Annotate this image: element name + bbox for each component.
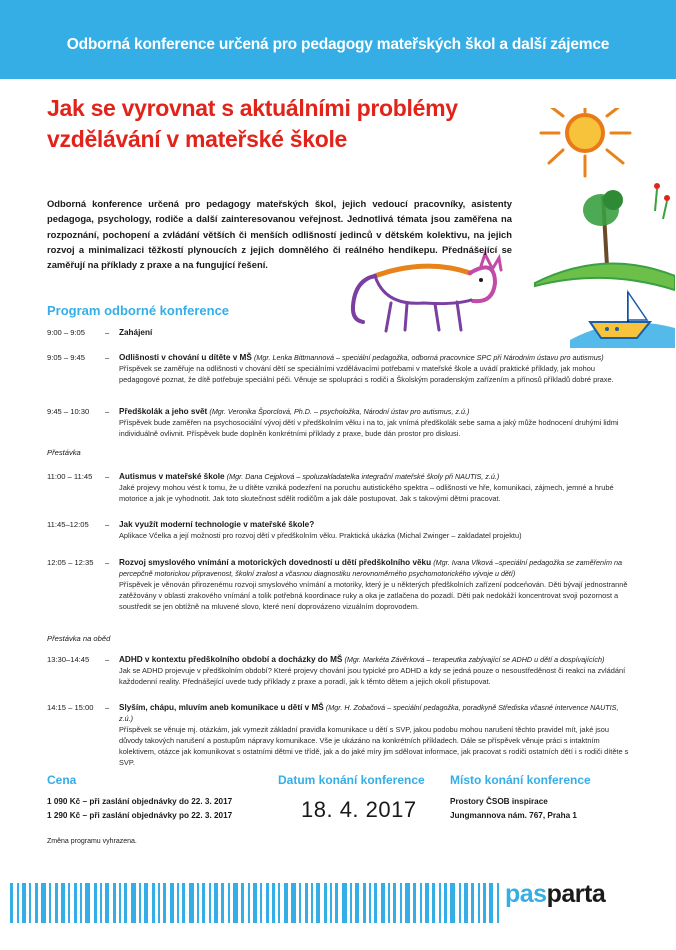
barcode-stripe	[355, 883, 359, 923]
barcode-stripe	[400, 883, 402, 923]
schedule-title: ADHD v kontextu předškolního období a docházky do MŠ	[119, 655, 343, 664]
schedule-description: Jaké projevy mohou vést k tomu, že u dítěte vzniká podezření na poruchu autistického spektra – odlišnosti ve hře, komunikaci, zájmech, jemné a hrubé motorice a jak je vyhodnotit. Jak toto skutečnost sdělit rodičům a jak dále postupovat. Jak s takovými dětmi pracovat.	[119, 483, 614, 503]
venue-line-1: Prostory ČSOB inspirace	[450, 797, 548, 806]
barcode-stripe	[209, 883, 211, 923]
barcode-stripe	[202, 883, 205, 923]
barcode-stripe	[311, 883, 313, 923]
pasparta-logo	[505, 880, 605, 909]
logo-part2: parta	[546, 880, 606, 908]
schedule-time: 14:15 – 15:00	[47, 703, 94, 712]
break-label-1: Přestávka	[47, 448, 81, 457]
schedule-time: 9:45 – 10:30	[47, 407, 90, 416]
barcode-stripe	[189, 883, 194, 923]
flowers-icon	[654, 183, 670, 219]
barcode-stripe	[497, 883, 499, 923]
barcode-stripe	[131, 883, 136, 923]
barcode-stripe	[35, 883, 38, 923]
schedule-dash: –	[105, 407, 110, 416]
barcode-stripe	[425, 883, 429, 923]
barcode-stripe	[22, 883, 26, 923]
schedule-title: Jak využít moderní technologie v mateřské škole?	[119, 520, 315, 529]
schedule-title: Odlišnosti v chování u dítěte v MŠ	[119, 353, 252, 362]
barcode-stripe	[214, 883, 218, 923]
barcode-stripe	[278, 883, 280, 923]
barcode-stripe	[489, 883, 493, 923]
barcode-stripe	[393, 883, 396, 923]
schedule-dash: –	[105, 655, 110, 664]
barcode-stripe	[363, 883, 366, 923]
barcode-stripe	[10, 883, 13, 923]
barcode-stripe	[94, 883, 97, 923]
barcode-stripe	[266, 883, 269, 923]
schedule-description: Jak se ADHD projevuje v předškolním období? Které projevy chování jsou typické pro ADHD a kdy se jedná pouze o nesoustředěnost či reakci na zvládání každodenní reality. Přednášející uvede tudy příklady z praxe a poradí, jak k těmto dětem a jejich okolí přistupovat.	[119, 666, 626, 686]
sun-icon	[541, 108, 630, 176]
barcode-stripe	[405, 883, 410, 923]
schedule-content	[119, 654, 632, 687]
page-title-line1: Jak se vyrovnat s aktuálními problémy	[47, 95, 458, 121]
barcode-stripe	[381, 883, 385, 923]
barcode-stripe	[119, 883, 121, 923]
barcode-stripe	[369, 883, 371, 923]
barcode-stripe	[124, 883, 127, 923]
schedule-time: 9:00 – 9:05	[47, 328, 86, 337]
schedule-title: Předškolák a jeho svět	[119, 407, 208, 416]
barcode-stripe	[61, 883, 65, 923]
schedule-time: 11:45–12:05	[47, 520, 89, 529]
barcode-stripe	[324, 883, 327, 923]
schedule-dash: –	[105, 472, 110, 481]
schedule-content	[119, 327, 632, 338]
schedule-speaker: (Mgr. Veronika Šporclová, Ph.D. – psycholožka, Národní ústav pro autismus, z.ú.)	[209, 407, 470, 416]
barcode-stripe	[29, 883, 31, 923]
barcode-stripe	[464, 883, 468, 923]
tree-icon	[583, 190, 623, 266]
barcode-stripe	[305, 883, 308, 923]
schedule-content	[119, 557, 632, 612]
barcode-stripe	[330, 883, 332, 923]
price-line-1: 1 090 Kč – při zaslání objednávky do 22. 3. 2017	[47, 797, 233, 806]
barcode-stripe	[420, 883, 422, 923]
barcode-stripe	[144, 883, 148, 923]
barcode-stripe	[68, 883, 70, 923]
program-heading: Program odborné konference	[47, 303, 230, 318]
barcode-stripe	[163, 883, 166, 923]
barcode-stripe	[80, 883, 82, 923]
barcode-stripe	[444, 883, 447, 923]
schedule-time: 9:05 – 9:45	[47, 353, 86, 362]
barcode-stripe	[105, 883, 109, 923]
venue-heading: Místo konání konference	[450, 773, 591, 787]
barcode-stripe	[471, 883, 474, 923]
barcode-stripe	[241, 883, 244, 923]
barcode-stripe	[152, 883, 155, 923]
schedule-content	[119, 519, 632, 541]
barcode-stripe	[260, 883, 262, 923]
barcode-stripe	[158, 883, 160, 923]
barcode-stripe	[248, 883, 250, 923]
event-date: 18. 4. 2017	[301, 797, 417, 822]
schedule-description: Příspěvek bude zaměřen na psychosociální vývoj dětí v předškolním věku i na to, jak vnímá předškolák sebe sama a jaký může hodnocení druhými lidmi individuálně ovlivnit. Příspěvek bude doplněn konkrétními příklady z praxe, bude dán prostor pro diskusi.	[119, 418, 619, 438]
barcode-stripe	[439, 883, 441, 923]
barcode-stripe	[253, 883, 257, 923]
barcode-stripe	[228, 883, 230, 923]
schedule-content	[119, 352, 632, 385]
schedule-dash: –	[105, 353, 110, 362]
barcode-stripe	[113, 883, 116, 923]
schedule-content	[119, 702, 632, 768]
barcode-stripe	[335, 883, 338, 923]
schedule-title: Rozvoj smyslového vnímání a motorických dovedností u dětí předškolního věku	[119, 558, 432, 567]
barcode-stripe	[41, 883, 46, 923]
barcode-stripe	[272, 883, 275, 923]
schedule-description: Příspěvek je věnován přirozenému rozvoji smyslového vnímání a motoriky, který je u některých předškolních zařízení podceňován. Děti bývají jednostranně zatěžovány v oblasti zrakového vnímání a tolik potřebná koordinace ruky a oka je zatlačena do pozadí. Děti pak nedokáží koncentrovat svoji pozornost a soustředit se jen obtížně na mluvené slovo, které není doprovázeno vizuálním doprovodem.	[119, 580, 628, 611]
intro-paragraph: Odborná konference určená pro pedagogy mateřských škol, jejich vedoucí pracovníky, asistenty pedagoga, psychology, rodiče a další zainteresovanou veřejnost. Jednotlivá témata jsou zaměřena na rozpoznání, pochopení a zvládání větších či menších odlišností jedinců v dětském kolektivu, na jejich rozvoj a minimalizaci těžkostí plynoucích z jejich domnělého či reálného hendikepu. Přednášející se zaměřují na příklady z praxe a na fungující řešení.	[47, 198, 512, 271]
schedule-time: 11:00 – 11:45	[47, 472, 93, 481]
schedule-dash: –	[105, 520, 110, 529]
schedule-speaker: (Mgr. Dana Cejpková – spoluzakladatelka integrační mateřské školy při NAUTIS, z.ú.)	[226, 472, 500, 481]
schedule-description: Aplikace Včelka a její možnosti pro rozvoj dětí v předškolním věku. Praktická ukázka (Michal Zwinger – zakladatel projektu)	[119, 531, 522, 540]
hill-shape	[535, 264, 675, 290]
schedule-speaker: (Mgr. Lenka Bittmannová – speciální pedagožka, odborná pracovnice SPC při Národním ústavu pro autismus)	[253, 353, 604, 362]
barcode-stripe	[374, 883, 377, 923]
barcode-stripe	[450, 883, 455, 923]
barcode-stripe	[49, 883, 51, 923]
barcode-stripe	[17, 883, 19, 923]
schedule-speaker: (Mgr. Ivana Vlková –speciální pedagožka se zaměřením na percepčně motorickou připravenost, školní zralost a včasnou diagnostiku nerovnoměrného psychomotorického vývoje u dětí)	[119, 558, 622, 578]
logo-part1: pas	[505, 880, 547, 908]
schedule-dash: –	[105, 558, 110, 567]
barcode-stripe	[170, 883, 174, 923]
schedule-speaker: (Mgr. H. Zobačová – speciální pedagožka, poradkyně Střediska včasné intervence NAUTIS, z.ú.)	[119, 703, 619, 723]
barcode-stripe	[221, 883, 224, 923]
barcode-stripe	[316, 883, 320, 923]
barcode-stripe	[55, 883, 58, 923]
barcode-stripe	[459, 883, 461, 923]
barcode-stripe	[388, 883, 390, 923]
schedule-description: Příspěvek se zaměřuje na odlišnosti v chování dětí se speciálními vzdělávacími potřebami v mateřské škole a uvádí praktické příklady, jak mohou pedagogové poznat, že dítě potřebuje speciální péči. Věnuje se spolupráci s rodiči a Školským poradenským zařízením a přínosů příkladů dobré praxe.	[119, 364, 614, 384]
schedule-dash: –	[105, 328, 110, 337]
price-line-2: 1 290 Kč – při zaslání objednávky po 22. 3. 2017	[47, 811, 233, 820]
schedule-title: Slyším, chápu, mluvím aneb komunikace u dětí v MŠ	[119, 703, 324, 712]
barcode-stripe	[100, 883, 102, 923]
barcode-stripe	[74, 883, 77, 923]
schedule-content	[119, 406, 632, 439]
price-heading: Cena	[47, 773, 77, 787]
barcode-stripe	[139, 883, 141, 923]
schedule-title: Zahájení	[119, 328, 153, 337]
header-subtitle: Odborná konference určená pro pedagogy mateřských škol a další zájemce	[66, 36, 610, 53]
schedule-time: 13:30–14:45	[47, 655, 90, 664]
schedule-dash: –	[105, 703, 110, 712]
page-title-line2: vzdělávání v mateřské škole	[47, 126, 348, 152]
program-change-note: Změna programu vyhrazena.	[47, 838, 137, 845]
barcode-stripe	[291, 883, 296, 923]
barcode-stripe	[350, 883, 352, 923]
schedule-title: Autismus v mateřské škole	[119, 472, 225, 481]
barcode-stripe	[413, 883, 416, 923]
schedule-time: 12:05 – 12:35	[47, 558, 94, 567]
schedule-content	[119, 471, 632, 504]
barcode-stripe	[197, 883, 199, 923]
barcode-stripe	[177, 883, 179, 923]
barcode-stripe	[284, 883, 288, 923]
barcode-stripe	[299, 883, 301, 923]
date-heading: Datum konání konference	[278, 773, 425, 787]
barcode-stripe	[483, 883, 486, 923]
barcode-stripe	[182, 883, 185, 923]
schedule-description: Příspěvek se věnuje mj. otázkám, jak vymezit základní pravidla komunikace u dětí s SVP, jakou podobu mohou narušení těchto pravidel mít, jaké jsou důvody takových narušení a postupům nápravy komunikace. Vše je ukázáno na konkrétních příkladech. Dále se příspěvek věnuje práci s intaktním kolektivem, otázce jak komunikovat s ostatními dětmi ve třídě, jak a do jaké míry jim sdělovat informace, jak pracovat s rodiči ostatních dětí i s rodiči dítěte s SVP.	[119, 725, 629, 767]
barcode-stripe	[233, 883, 238, 923]
break-label-2: Přestávka na oběd	[47, 634, 111, 643]
barcode-stripe	[432, 883, 435, 923]
barcode-stripe	[85, 883, 90, 923]
venue-line-2: Jungmannova nám. 767, Praha 1	[450, 811, 577, 820]
barcode-stripe	[478, 883, 480, 923]
schedule-speaker: (Mgr. Markéta Závěrková – terapeutka zabývající se ADHD u dětí a dospívajících)	[344, 655, 605, 664]
barcode-stripe	[342, 883, 347, 923]
